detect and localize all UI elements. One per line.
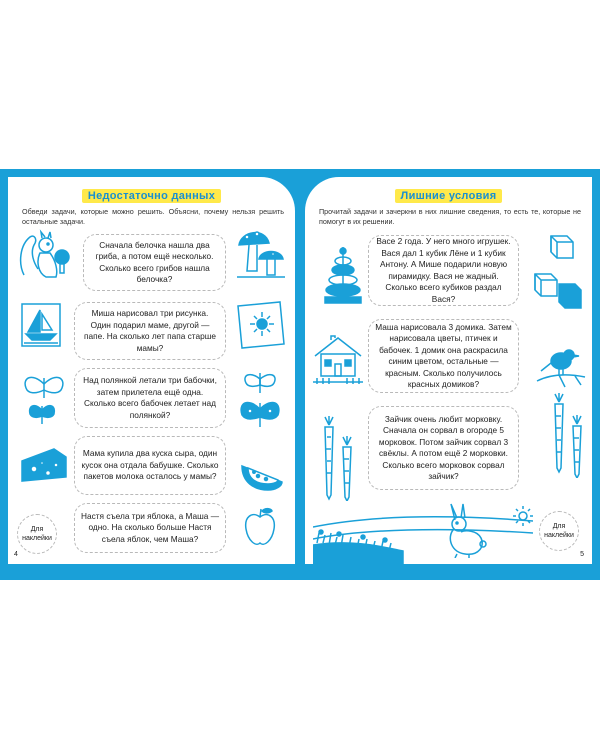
squirrel-icon xyxy=(16,225,72,283)
pyramid-toy-icon xyxy=(323,245,363,307)
flower-flag-drawing-icon xyxy=(234,300,286,350)
sailboat-drawing-icon xyxy=(20,302,62,348)
rabbit-icon xyxy=(439,502,489,558)
page-number: 5 xyxy=(580,551,584,558)
carrot-icon xyxy=(547,392,589,478)
task-box: Мама купила два куска сыра, один кусок она отдала бабушке. Сколько пакетов молока осталось у мамы? xyxy=(74,436,226,495)
left-page xyxy=(8,177,295,564)
book-spread xyxy=(0,169,600,580)
house-icon xyxy=(313,334,363,386)
sticker-placeholder: Для наклейки xyxy=(539,511,579,551)
right-page-title: Лишние условия xyxy=(305,190,592,202)
task-box: Сначала белочка нашла два гриба, а потом ещё несколько. Сколько всего грибов нашла белочка? xyxy=(83,234,226,291)
task-box: Настя съела три яблока, а Маша — одно. На сколько больше Настя съела яблок, чем Маша? xyxy=(74,503,226,553)
right-page xyxy=(305,177,592,564)
task-box: Миша нарисовал три рисунка. Один подарил маме, другой — папе. На сколько лет папа старше мамы? xyxy=(74,302,226,360)
right-page-instruction: Прочитай задачи и зачеркни в них лишние сведения, то есть те, которые не помогут в их решении. xyxy=(319,207,581,226)
task-box: Над полянкой летали три бабочки, затем прилетела ещё одна. Сколько всего бабочек летает над полянкой? xyxy=(74,368,226,428)
bird-icon xyxy=(535,347,587,393)
left-page-instruction: Обведи задачи, которые можно решить. Объясни, почему нельзя решить остальные задачи. xyxy=(22,207,284,226)
cubes-icon xyxy=(533,232,585,312)
left-page-title: Недостаточно данных xyxy=(8,190,295,202)
task-box: Зайчик очень любит морковку. Сначала он сорвал в огороде 5 морковок. Потом зайчик сорвал 3 свёклы. А потом ещё 2 морковки. Сколько всего морковок сорвал зайчик? xyxy=(368,406,519,490)
butterfly-icon xyxy=(236,369,284,433)
watermelon-slice-icon xyxy=(238,452,284,492)
meadow-illustration xyxy=(313,499,533,564)
apple-icon xyxy=(242,505,278,549)
task-box: Васе 2 года. У него много игрушек. Вася дал 1 кубик Лёне и 1 кубик Антону. А Мише подарили новую пирамидку. Вася не жадный. Сколько всего кубиков раздал Вася? xyxy=(368,235,519,306)
mushrooms-icon xyxy=(235,223,287,281)
task-box: Маша нарисовала 3 домика. Затем нарисовала цветы, птичек и бабочек. 1 домик она раскрасила синим цветом, остальные — красным. Сколько получилось красных домиков? xyxy=(368,319,519,393)
sun-icon xyxy=(512,505,534,527)
carrot-icon xyxy=(319,415,361,501)
butterfly-icon xyxy=(22,372,68,434)
page-number: 4 xyxy=(14,551,18,558)
sticker-placeholder: Для наклейки xyxy=(17,514,57,554)
cheese-icon xyxy=(20,447,68,483)
